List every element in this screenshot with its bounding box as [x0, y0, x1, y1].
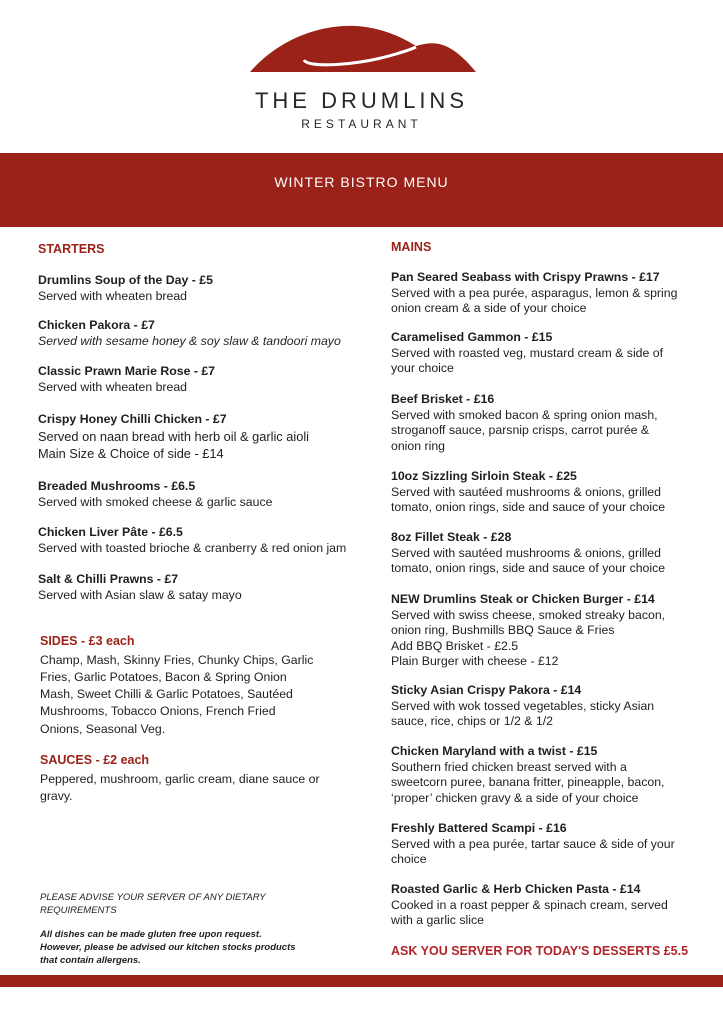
text-line: Fries, Garlic Potatoes, Bacon & Spring Onion — [40, 669, 287, 684]
item-description: tomato, onion rings, side and sauce of your choice — [391, 561, 666, 575]
item-title: Caramelised Gammon - £15 — [391, 330, 553, 344]
item-title: Classic Prawn Marie Rose - £7 — [38, 364, 216, 378]
menu-item — [391, 330, 663, 377]
item-description: stroganoff sauce, parsnip crisps, carrot purée & — [391, 423, 650, 437]
menu-item — [391, 821, 675, 868]
item-description: Main Size & Choice of side - £14 — [38, 445, 224, 461]
item-description: Plain Burger with cheese - £12 — [391, 654, 559, 668]
menu-item — [391, 469, 665, 516]
text-line: PLEASE ADVISE YOUR SERVER OF ANY DIETARY — [40, 892, 266, 903]
menu-item — [391, 683, 654, 730]
menu-item — [38, 364, 215, 395]
item-description: Served with sesame honey & soy slaw & tandoori mayo — [38, 333, 341, 348]
item-description: ‘proper’ chicken gravy & a side of your choice — [391, 790, 639, 805]
brand-name: THE DRUMLINS — [254, 88, 468, 113]
item-description: onion ring — [391, 438, 446, 453]
item-description: Served with roasted veg, mustard cream & side of — [391, 345, 664, 360]
item-title: Pan Seared Seabass with Crispy Prawns - £17 — [391, 270, 660, 284]
text-line: However, please be advised our kitchen stocks products — [40, 942, 296, 953]
item-description: Add BBQ Brisket - £2.5 — [391, 638, 519, 653]
sides-text — [40, 652, 313, 738]
item-title: Salt & Chilli Prawns - £7 — [38, 572, 179, 586]
menu-item — [38, 412, 309, 462]
item-description: Served with a pea purée, tartar sauce & side of your — [391, 836, 675, 851]
item-description: Southern fried chicken breast served with a — [391, 759, 627, 774]
item-title: Beef Brisket - £16 — [391, 392, 495, 406]
item-description: Served with a pea purée, asparagus, lemon & spring — [391, 285, 678, 300]
menu-item — [38, 318, 341, 349]
hills-logo-icon — [246, 22, 480, 74]
item-description: onion ring, Bushmills BBQ Sauce & Fries — [391, 623, 615, 637]
item-description: Served with toasted brioche & cranberry & red onion jam — [38, 540, 347, 555]
menu-item — [391, 592, 665, 670]
text-line: Champ, Mash, Skinny Fries, Chunky Chips, Garlic — [40, 652, 314, 667]
text-line: Onions, Seasonal Veg. — [40, 721, 166, 736]
menu-banner — [0, 153, 723, 227]
menu-item — [391, 270, 677, 317]
dietary-notice — [40, 891, 266, 917]
item-title: Crispy Honey Chilli Chicken - £7 — [38, 412, 227, 426]
item-description: onion cream & a side of your choice — [391, 301, 587, 315]
menu-item — [391, 882, 668, 929]
sauces-heading: SAUCES - £2 each — [40, 753, 150, 767]
item-title: Breaded Mushrooms - £6.5 — [38, 479, 196, 493]
text-line: gravy. — [40, 788, 73, 803]
brand-subtitle: RESTAURANT — [301, 117, 422, 131]
item-title: Sticky Asian Crispy Pakora - £14 — [391, 683, 582, 697]
menu-item — [38, 273, 213, 304]
item-title: 8oz Fillet Steak - £28 — [391, 530, 512, 544]
starters-heading: STARTERS — [38, 242, 105, 256]
item-description: tomato, onion rings, side and sauce of your choice — [391, 500, 666, 514]
item-description: Served with sautéed mushrooms & onions, grilled — [391, 484, 661, 499]
desserts-notice: ASK YOU SERVER FOR TODAY'S DESSERTS £5.5 — [391, 944, 689, 958]
item-description: choice — [391, 852, 427, 866]
sauces-section — [40, 753, 320, 805]
item-description: Served with wheaten bread — [38, 288, 188, 303]
mains-heading: MAINS — [391, 240, 432, 254]
menu-item — [391, 744, 664, 806]
item-title: Drumlins Soup of the Day - £5 — [38, 273, 213, 287]
sides-heading: SIDES - £3 each — [40, 634, 135, 648]
item-title: Chicken Pakora - £7 — [38, 318, 155, 332]
menu-title: WINTER BISTRO MENU — [274, 174, 449, 190]
bottom-bar — [0, 975, 723, 987]
item-title: Chicken Liver Pâte - £6.5 — [38, 525, 183, 539]
item-description: Cooked in a roast pepper & spinach cream, served — [391, 897, 668, 912]
item-title: Chicken Maryland with a twist - £15 — [391, 744, 598, 758]
item-title: 10oz Sizzling Sirloin Steak - £25 — [391, 469, 577, 483]
text-line: that contain allergens. — [40, 955, 141, 966]
item-description: with a garlic slice — [391, 913, 484, 927]
item-description: Served with smoked cheese & garlic sauce — [38, 494, 273, 509]
menu-item — [38, 479, 272, 510]
text-line: All dishes can be made gluten free upon request. — [40, 929, 262, 940]
item-description: sweetcorn puree, banana fritter, pineapple, bacon, — [391, 775, 665, 789]
item-description: Served with swiss cheese, smoked streaky bacon, — [391, 607, 666, 622]
item-description: Served with wok tossed vegetables, sticky Asian — [391, 698, 655, 713]
text-line: Peppered, mushroom, garlic cream, diane sauce or — [40, 771, 320, 786]
item-description: Served with Asian slaw & satay mayo — [38, 587, 242, 602]
item-description: your choice — [391, 361, 454, 375]
allergen-notice — [40, 928, 296, 967]
item-title: NEW Drumlins Steak or Chicken Burger - £14 — [391, 592, 655, 606]
text-line: Mushrooms, Tobacco Onions, French Fried — [40, 704, 276, 719]
item-description: Served with wheaten bread — [38, 379, 188, 394]
item-title: Roasted Garlic & Herb Chicken Pasta - £14 — [391, 882, 641, 896]
menu-item — [391, 530, 665, 577]
menu-item — [38, 525, 346, 556]
item-description: sauce, rice, chips or 1/2 & 1/2 — [391, 714, 553, 728]
item-description: Served on naan bread with herb oil & garlic aioli — [38, 428, 310, 444]
text-line: REQUIREMENTS — [40, 905, 117, 916]
item-title: Freshly Battered Scampi - £16 — [391, 821, 567, 835]
text-line: Mash, Sweet Chilli & Garlic Potatoes, Sautéed — [40, 687, 293, 702]
menu-item — [391, 392, 658, 454]
item-description: Served with smoked bacon & spring onion mash, — [391, 407, 658, 422]
item-description: Served with sautéed mushrooms & onions, grilled — [391, 545, 661, 560]
menu-item — [38, 572, 242, 603]
sides-section — [40, 634, 313, 738]
